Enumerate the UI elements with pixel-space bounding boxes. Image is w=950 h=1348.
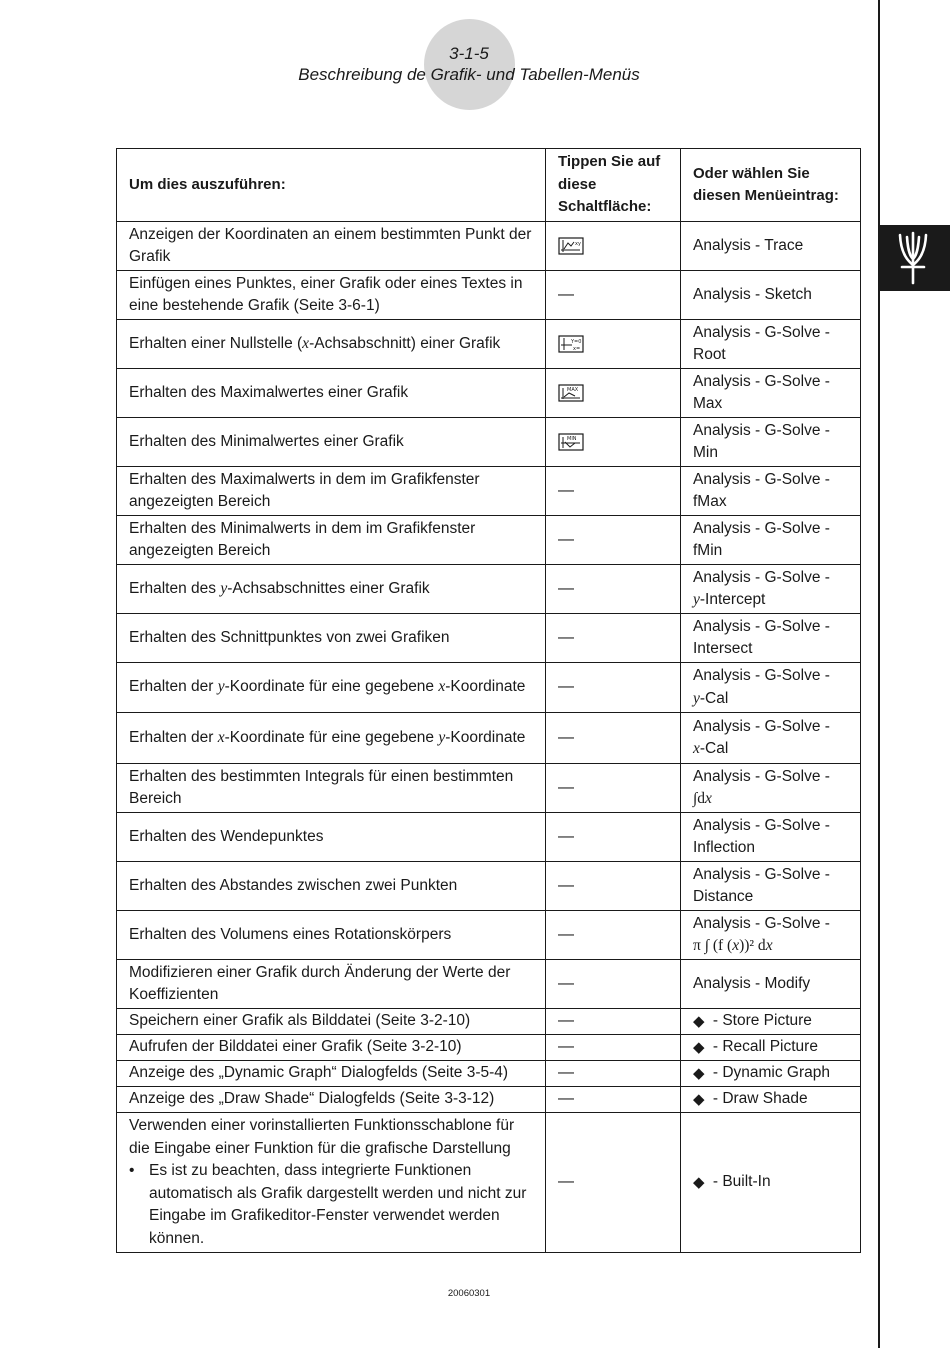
menu-cell: ◆ - Built-In [681, 1113, 861, 1253]
task-cell: Aufrufen der Bilddatei einer Grafik (Seite 3-2-10) [117, 1035, 546, 1061]
task-cell: Erhalten des Minimalwertes einer Grafik [117, 418, 546, 467]
task-cell: Erhalten des Maximalwerts in dem im Grafikfenster angezeigten Bereich [117, 467, 546, 516]
menu-cell: ◆ - Recall Picture [681, 1035, 861, 1061]
header-task: Um dies auszuführen: [117, 149, 546, 222]
menu-diamond-icon: ◆ [693, 1091, 705, 1109]
dash-cell: — [546, 713, 681, 764]
dash-cell: — [546, 271, 681, 320]
table-row [117, 713, 861, 764]
menu-cell: Analysis - G-Solve - Distance [681, 862, 861, 911]
task-cell: Speichern einer Grafik als Bilddatei (Seite 3-2-10) [117, 1009, 546, 1035]
dash-cell: — [546, 1009, 681, 1035]
svg-text:xy: xy [575, 240, 581, 247]
table-row [117, 813, 861, 862]
task-cell: Anzeige des „Dynamic Graph“ Dialogfelds (Seite 3-5-4) [117, 1061, 546, 1087]
dash-cell: — [546, 764, 681, 813]
task-cell: Verwenden einer vorinstallierten Funktionsschablone für die Eingabe einer Funktion für die grafische Darstellung • Es ist zu beachten, dass integrierte Funktionen automatisch als Grafik dargestellt werden und nicht zur Eingabe im Grafikeditor-Fenster verwendet werden können. [117, 1113, 546, 1253]
menu-cell: Analysis - G-Solve - Inflection [681, 813, 861, 862]
graph-curve-icon [880, 225, 950, 291]
task-cell: Erhalten des bestimmten Integrals für einen bestimmten Bereich [117, 764, 546, 813]
button-cell [546, 418, 681, 467]
task-cell: Erhalten einer Nullstelle (x-Achsabschnitt) einer Grafik [117, 320, 546, 369]
svg-text:Y=0: Y=0 [571, 338, 582, 345]
dash-cell: — [546, 911, 681, 960]
task-cell: Einfügen eines Punktes, einer Grafik oder eines Textes in eine bestehende Grafik (Seite 3-6-1) [117, 271, 546, 320]
menu-diamond-icon: ◆ [693, 1039, 705, 1057]
chapter-tab [880, 225, 950, 291]
table-row [117, 369, 861, 418]
function-table [116, 148, 861, 1253]
dash-cell: — [546, 1061, 681, 1087]
menu-cell: Analysis - Sketch [681, 271, 861, 320]
table-row [117, 663, 861, 713]
task-cell: Erhalten des Schnittpunktes von zwei Grafiken [117, 614, 546, 663]
table-row [117, 764, 861, 813]
dash-cell: — [546, 960, 681, 1009]
table-row [117, 1113, 861, 1253]
table-row [117, 320, 861, 369]
table-row [117, 467, 861, 516]
table-header-row [117, 149, 861, 222]
task-cell: Anzeigen der Koordinaten an einem bestimmten Punkt der Grafik [117, 222, 546, 271]
menu-cell: Analysis - G-Solve - Min [681, 418, 861, 467]
menu-cell: Analysis - Trace [681, 222, 861, 271]
menu-cell: Analysis - G-Solve - Root [681, 320, 861, 369]
table-row [117, 222, 861, 271]
table-row [117, 614, 861, 663]
menu-cell: Analysis - Modify [681, 960, 861, 1009]
dash-cell: — [546, 565, 681, 614]
task-cell: Erhalten des Volumens eines Rotationskörpers [117, 911, 546, 960]
menu-cell: Analysis - G-Solve - fMin [681, 516, 861, 565]
dash-cell: — [546, 1035, 681, 1061]
task-cell: Anzeige des „Draw Shade“ Dialogfelds (Seite 3-3-12) [117, 1087, 546, 1113]
page-number: 3-1-5 [449, 44, 489, 63]
dash-cell: — [546, 813, 681, 862]
table-row [117, 516, 861, 565]
task-cell: Erhalten des Maximalwertes einer Grafik [117, 369, 546, 418]
task-cell: Erhalten des Wendepunktes [117, 813, 546, 862]
table-row [117, 1035, 861, 1061]
note-bullet: • Es ist zu beachten, dass integrierte Funktionen automatisch als Grafik dargestellt werden und nicht zur Eingabe im Grafikeditor-Fenster verwendet werden können. [139, 1160, 533, 1250]
svg-text:x=: x= [573, 345, 581, 352]
dash-cell: — [546, 862, 681, 911]
button-cell [546, 222, 681, 271]
table-row [117, 960, 861, 1009]
dash-cell: — [546, 1087, 681, 1113]
menu-cell: ◆ - Dynamic Graph [681, 1061, 861, 1087]
footer-code: 20060301 [447, 1288, 491, 1299]
button-cell [546, 369, 681, 418]
menu-cell: ◆ - Store Picture [681, 1009, 861, 1035]
menu-cell: Analysis - G-Solve - π ∫ (f (x))² dx [681, 911, 861, 960]
table-row [117, 1061, 861, 1087]
table-row [117, 1009, 861, 1035]
dash-cell: — [546, 467, 681, 516]
svg-text:MAX: MAX [567, 386, 579, 393]
header-tap: Tippen Sie auf diese Schaltfläche: [546, 149, 681, 222]
task-cell: Erhalten der y-Koordinate für eine gegebene x-Koordinate [117, 663, 546, 713]
dash-cell: — [546, 516, 681, 565]
svg-text:MIN: MIN [567, 435, 577, 442]
menu-cell: ◆ - Draw Shade [681, 1087, 861, 1113]
table-row [117, 911, 861, 960]
min-button-icon[interactable] [558, 433, 584, 451]
menu-cell: Analysis - G-Solve - fMax [681, 467, 861, 516]
task-cell: Modifizieren einer Grafik durch Änderung der Werte der Koeffizienten [117, 960, 546, 1009]
max-button-icon[interactable] [558, 384, 584, 402]
root-button-icon[interactable] [558, 335, 584, 353]
button-cell [546, 320, 681, 369]
menu-cell: Analysis - G-Solve - y-Intercept [681, 565, 861, 614]
table-row [117, 565, 861, 614]
menu-diamond-icon: ◆ [693, 1174, 705, 1192]
menu-cell: Analysis - G-Solve - y-Cal [681, 663, 861, 713]
dash-cell: — [546, 1113, 681, 1253]
table-row [117, 1087, 861, 1113]
page-title: Beschreibung de Grafik- und Tabellen-Menüs [298, 65, 640, 84]
menu-cell: Analysis - G-Solve - x-Cal [681, 713, 861, 764]
table-row [117, 271, 861, 320]
menu-diamond-icon: ◆ [693, 1013, 705, 1031]
margin-rule [878, 0, 880, 1348]
header-menu: Oder wählen Sie diesen Menüeintrag: [681, 149, 861, 222]
table-row [117, 862, 861, 911]
menu-cell: Analysis - G-Solve - Intersect [681, 614, 861, 663]
table-row [117, 418, 861, 467]
menu-diamond-icon: ◆ [693, 1065, 705, 1083]
task-cell: Erhalten des Minimalwerts in dem im Grafikfenster angezeigten Bereich [117, 516, 546, 565]
task-cell: Erhalten des y-Achsabschnittes einer Grafik [117, 565, 546, 614]
task-cell: Erhalten der x-Koordinate für eine gegebene y-Koordinate [117, 713, 546, 764]
menu-cell: Analysis - G-Solve - Max [681, 369, 861, 418]
dash-cell: — [546, 663, 681, 713]
task-cell: Erhalten des Abstandes zwischen zwei Punkten [117, 862, 546, 911]
trace-button-icon[interactable] [558, 237, 584, 255]
dash-cell: — [546, 614, 681, 663]
menu-cell: Analysis - G-Solve - ∫dx [681, 764, 861, 813]
